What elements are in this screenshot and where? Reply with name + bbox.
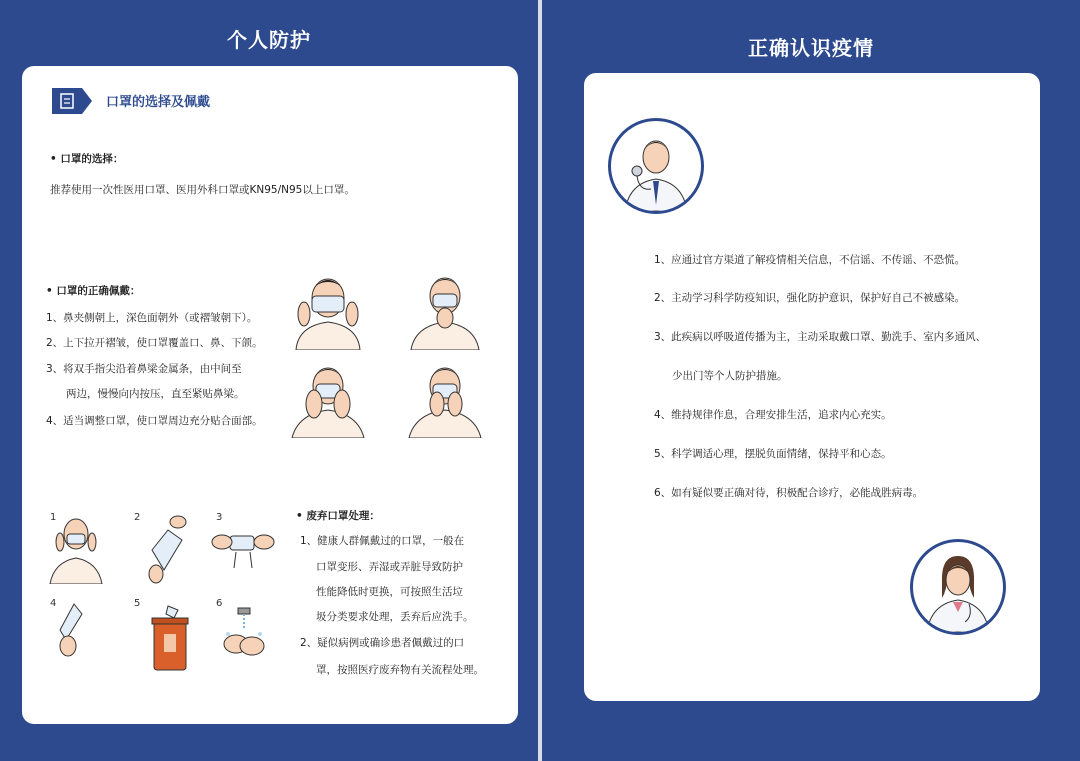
discard-line: 1、健康人群佩戴过的口罩，一般在: [300, 535, 465, 547]
wear-line: 2、上下拉开褶皱，使口罩覆盖口、鼻、下颌。: [46, 337, 263, 349]
discard-line: 2、疑似病例或确诊患者佩戴过的口: [300, 637, 465, 649]
discard-step-2-illustration: [142, 510, 192, 586]
wear-heading: 口罩的正确佩戴：: [56, 285, 141, 297]
wear-heading-row: • 口罩的正确佩戴：: [46, 285, 141, 297]
wear-line: 1、鼻夹侧朝上，深色面朝外（或褶皱朝下）。: [46, 312, 258, 324]
step-number: 1: [50, 512, 57, 523]
epidemic-item: 6、如有疑似要正确对待，积极配合诊疗，必能战胜病毒。: [654, 487, 924, 499]
mask-wear-illustration-2: [405, 270, 485, 350]
epidemic-item: 2、主动学习科学防疫知识，强化防护意识，保护好自己不被感染。: [654, 292, 966, 304]
trash-bin-illustration: [148, 604, 192, 672]
handwashing-illustration: [218, 604, 270, 670]
epidemic-item: 3、此疾病以呼吸道传播为主，主动采取戴口罩、勤洗手、室内多通风、: [654, 331, 987, 343]
doctor-male-icon: [611, 121, 701, 211]
page-title-understand-epidemic: 正确认识疫情: [748, 36, 874, 60]
step-number: 3: [216, 512, 223, 523]
step-number: 6: [216, 598, 223, 609]
discard-step-4-illustration: [54, 600, 94, 660]
discard-line: 口罩变形、弄湿或弄脏导致防护: [316, 561, 463, 573]
discard-line: 性能降低时更换，可按照生活垃: [316, 586, 463, 598]
page-title-personal-protection: 个人防护: [227, 28, 311, 52]
epidemic-item: 5、科学调适心理，摆脱负面情绪，保持平和心态。: [654, 448, 892, 460]
wear-line: 两边，慢慢向内按压，直至紧贴鼻梁。: [66, 388, 245, 400]
epidemic-item: 1、应通过官方渠道了解疫情相关信息，不信谣、不传谣、不恐慌。: [654, 254, 966, 266]
discard-line: 圾分类要求处理，丢弃后应洗手。: [316, 611, 474, 623]
discard-heading: 废弃口罩处理：: [306, 510, 380, 522]
wear-line: 4、适当调整口罩，使口罩周边充分贴合面部。: [46, 415, 263, 427]
mask-wear-illustration-3: [288, 358, 368, 438]
discard-line: 罩，按照医疗废弃物有关流程处理。: [316, 664, 484, 676]
right-page: [542, 0, 1080, 761]
choose-text: 推荐使用一次性医用口罩、医用外科口罩或KN95/N95以上口罩。: [50, 184, 355, 196]
epidemic-item: 少出门等个人防护措施。: [672, 370, 788, 382]
doctor-female-icon: [913, 542, 1003, 632]
step-number: 2: [134, 512, 141, 523]
right-content-card: [584, 73, 1040, 701]
section-tag-icon: [52, 88, 92, 114]
discard-heading-row: • 废弃口罩处理：: [296, 510, 380, 522]
step-number: 4: [50, 598, 57, 609]
left-page: [0, 0, 538, 761]
discard-step-1-illustration: [48, 506, 104, 584]
doctor-female-avatar: [910, 539, 1006, 635]
choose-heading-row: • 口罩的选择：: [50, 153, 124, 165]
mask-wear-illustration-4: [405, 358, 485, 438]
epidemic-item: 4、维持规律作息，合理安排生活，追求内心充实。: [654, 409, 892, 421]
wear-line: 3、将双手指尖沿着鼻梁金属条，由中间至: [46, 363, 242, 375]
section-title: 口罩的选择及佩戴: [106, 95, 211, 110]
discard-step-3-illustration: [210, 518, 276, 572]
doctor-male-avatar: [608, 118, 704, 214]
mask-wear-illustration-1: [288, 270, 368, 350]
step-number: 5: [134, 598, 141, 609]
left-content-card: [22, 66, 518, 724]
choose-heading: 口罩的选择：: [60, 153, 124, 165]
